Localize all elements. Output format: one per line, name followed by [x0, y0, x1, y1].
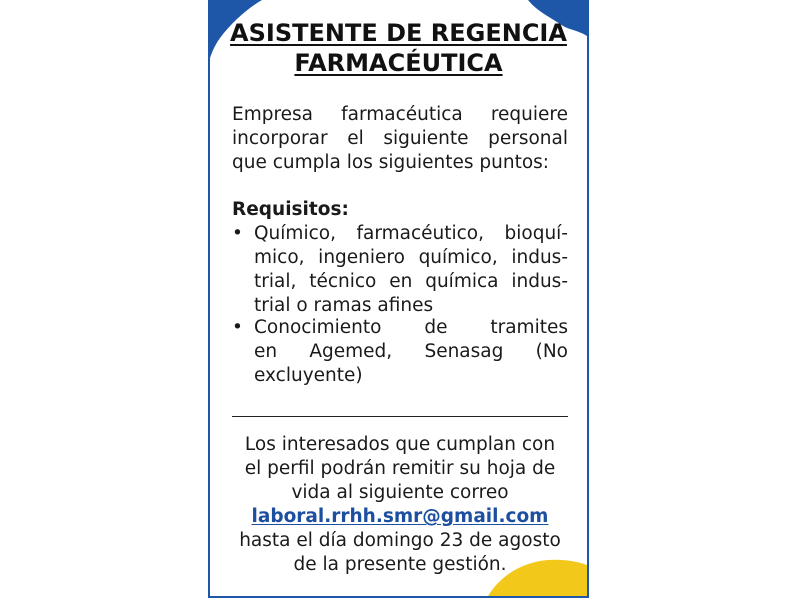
- requirement-line: Conocimiento de tramites: [254, 317, 568, 338]
- job-title-line-1: ASISTENTE DE REGENCIA: [230, 19, 567, 47]
- requirements-heading: Requisitos:: [232, 199, 349, 220]
- requirement-line: trial, técnico en química indus-: [254, 271, 568, 292]
- closing-line: el perfil podrán remitir su hoja de: [244, 458, 556, 479]
- closing-line: vida al siguiente correo: [291, 482, 509, 503]
- email-link[interactable]: laboral.rrhh.smr@gmail.com: [251, 506, 549, 527]
- requirement-line: Químico, farmacéutico, bioquí-: [254, 223, 568, 244]
- job-title: [210, 18, 587, 78]
- intro-line: que cumpla los siguientes puntos:: [232, 152, 550, 173]
- intro-line: incorporar el siguiente personal: [232, 128, 568, 149]
- job-flyer: [208, 0, 589, 598]
- closing-line: Los interesados que cumplan con: [244, 434, 556, 455]
- bullet-icon: •: [232, 317, 243, 338]
- closing-line: de la presente gestión.: [293, 554, 507, 575]
- requirement-line: en Agemed, Senasag (No: [254, 341, 568, 362]
- closing-paragraph: [222, 433, 578, 577]
- requirement-text: [254, 222, 568, 318]
- requirement-text: [254, 316, 568, 388]
- requirement-line: excluyente): [254, 365, 363, 386]
- requirement-line: mico, ingeniero químico, indus-: [254, 247, 568, 268]
- job-title-line-2: FARMACÉUTICA: [294, 49, 503, 77]
- closing-line: hasta el día domingo 23 de agosto: [239, 530, 561, 551]
- intro-line: Empresa farmacéutica requiere: [232, 104, 568, 125]
- requirement-line: trial o ramas afines: [254, 295, 434, 316]
- section-divider: [232, 416, 568, 417]
- bullet-icon: •: [232, 223, 243, 244]
- intro-paragraph: [232, 103, 568, 175]
